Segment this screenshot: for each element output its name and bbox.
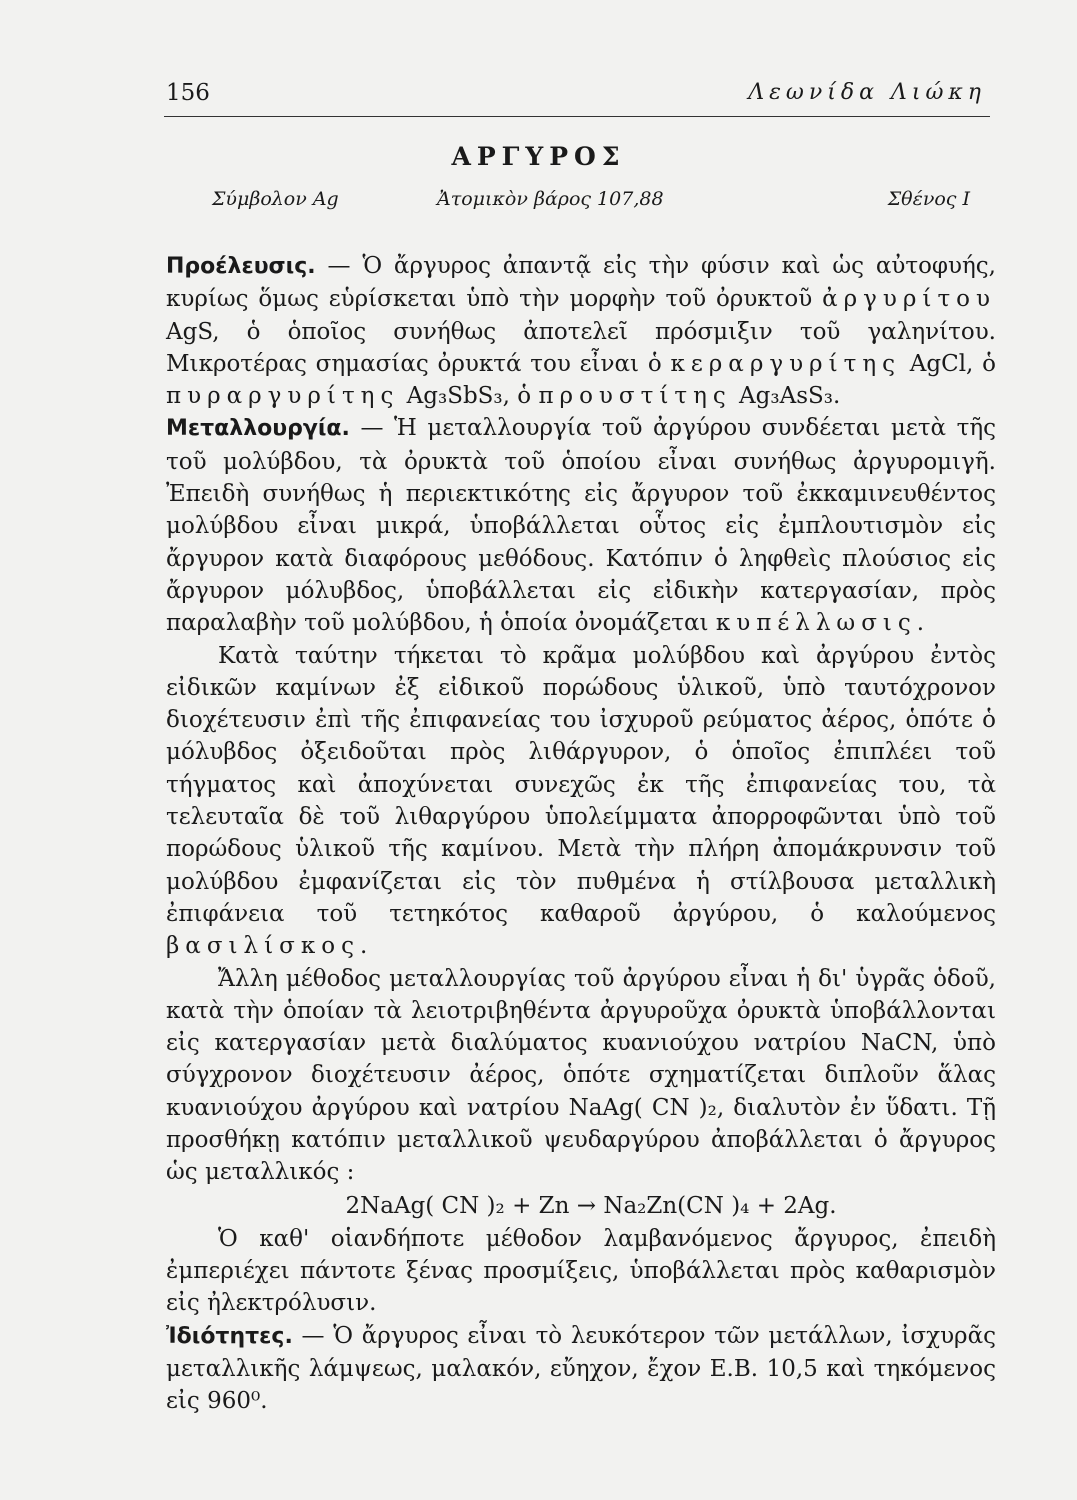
equation-cyanide: 2NaAg( CN )₂ + Zn → Na₂Zn(CN )₄ + 2Ag. [345, 1192, 837, 1219]
element-meta [212, 188, 982, 218]
paragraph-refining [166, 1223, 996, 1320]
wet-method-text: Ἄλλη μέθοδος μεταλλουργίας τοῦ ἀργύρου εἶναι ἡ δι' ὑγρᾶς ὁδοῦ, κατὰ τὴν ὁποίαν τὰ λειοτριβηθέντα ἀργυροῦχα ὀρυκτὰ ὑποβάλλονται εἰς κατεργασίαν μετὰ διαλύματος κυανιούχου νατρίου NaCN, ὑπὸ σύγχρονον διοχέτευσιν ἀέρος, ὁπότε σχηματίζεται διπλοῦν ἅλας κυανιούχου ἀργύρου καὶ νατρίου NaAg( CN )₂, διαλυτὸν ἐν ὕδατι. Τῇ προσθήκῃ κατόπιν μεταλλικοῦ ψευδαργύρου ἀποβάλλεται ὁ ἄργυρος ὡς μεταλλικός : [166, 965, 996, 1186]
paragraph-wet-method [166, 963, 996, 1189]
cupellation-text: Κατὰ ταύτην τήκεται τὸ κρᾶμα μολύβδου καὶ ἀργύρου ἐντὸς εἰδικῶν καμίνων ἐξ εἰδικοῦ πορώδους ὑλικοῦ, ὑπὸ ταυτόχρονον διοχέτευσιν ἐπὶ τῆς ἐπιφανείας του ἰσχυροῦ ρεύματος ἀέρος, ὁπότε ὁ μόλυβδος ὀξειδοῦται πρὸς λιθάργυρον, ὁ ὁποῖος ἐπιπλέει τοῦ τήγματος καὶ ἀποχύνεται συνεχῶς ἐκ τῆς ἐπιφανείας του, τὰ τελευταῖα δὲ τοῦ λιθαργύρου ὑπολείμματα ἀπορροφῶνται ὑπὸ τοῦ πορώδους ὑλικοῦ τῆς καμίνου. Μετὰ τὴν πλήρη ἀπομάκρυνσιν τοῦ μολύβδου ἐμφανίζεται εἰς τὸν πυθμένα ἡ στίλβουσα μεταλλικὴ ἐπιφάνεια τοῦ τετηκότος καθαροῦ ἀργύρου, ὁ καλούμενος [166, 642, 996, 927]
origin-text-1: — Ὁ ἄργυρος ἀπαντᾷ εἰς τὴν φύσιν καὶ ὡς αὐτοφυής, κυρίως ὅμως εὑρίσκεται ὑπὸ τὴν μορφὴν τοῦ ὀρυκτοῦ [166, 253, 996, 313]
section-heading-origin: Προέλευσις. [166, 254, 316, 279]
body-text [166, 250, 996, 1417]
origin-text-3: AgCl, ὁ [901, 350, 996, 377]
section-properties [166, 1320, 996, 1418]
atomic-weight: Ἀτομικὸν βάρος 107,88 [437, 188, 664, 210]
properties-text: — Ὁ ἄργυρος εἶναι τὸ λευκότερον τῶν μετάλλων, ἰσχυρᾶς μεταλλικῆς λάμψεως, μαλακόν, εὔηχον, ἔχον Ε.Β. 10,5 καὶ τηκόμενος εἰς 960⁰. [166, 1322, 996, 1415]
section-heading-metallurgy: Μεταλλουργία. [166, 416, 350, 442]
valence: Σθένος I [887, 188, 970, 210]
refining-text: Ὁ καθ' οἱανδήποτε μέθοδον λαμβανόμενος ἄργυρος, ἐπειδὴ ἐμπεριέχει πάντοτε ξένας προσμίξεις, ὑποβάλλεται πρὸς καθαρισμὸν εἰς ἠλεκτρόλυσιν. [166, 1225, 996, 1317]
mineral-proustite: προυστίτης [538, 383, 732, 410]
term-cupellation: κυπέλλωσις. [715, 610, 931, 637]
origin-text-4: Ag₃SbS₃, ὁ [399, 383, 539, 410]
page-number: 156 [166, 80, 210, 106]
page-header [164, 76, 990, 117]
running-head: Λεωνίδα Λιώκη [748, 80, 986, 105]
section-heading-properties: Ἰδιότητες. [166, 1323, 293, 1349]
mineral-cerargyrite: κεραργυρίτης [670, 350, 901, 377]
origin-text-2: AgS, ὁ ὁποῖος συνήθως ἀποτελεῖ πρόσμιξιν τοῦ γαληνίτου. Μικροτέρας σημασίας ὀρυκτά του εἶναι ὁ [166, 318, 996, 377]
mineral-argyrite: ἀργυρίτου [822, 286, 996, 313]
metallurgy-text: — Ἡ μεταλλουργία τοῦ ἀργύρου συνδέεται μετὰ τῆς τοῦ μολύβδου, τὰ ὀρυκτὰ τοῦ ὁποίου εἶναι συνήθως ἀργυρομιγῆ. Ἐπειδὴ συνήθως ἡ περιεκτικότης εἰς ἄργυρον τοῦ ἐκκαμινευθέντος μολύβδου εἶναι μικρά, ὑποβάλλεται οὗτος εἰς ἐμπλουτισμὸν εἰς ἄργυρον κατὰ διαφόρους μεθόδους. Κατόπιν ὁ ληφθεὶς πλούσιος εἰς ἄργυρον μόλυβδος, ὑποβάλλεται εἰς εἰδικὴν κατεργασίαν, πρὸς παραλαβὴν τοῦ μολύβδου, ἡ ὁποία ὀνομάζεται [166, 415, 996, 637]
section-origin [166, 250, 996, 412]
paragraph-cupellation [166, 640, 996, 963]
element-symbol: Σύμβολον Ag [212, 188, 339, 210]
chapter-title: ΑΡΓΥΡΟΣ [451, 142, 626, 171]
term-basiliskos: βασιλίσκος. [166, 933, 374, 960]
mineral-pyrargyrite: πυραργυρίτης [166, 383, 400, 410]
section-metallurgy [166, 412, 996, 639]
origin-text-5: Ag₃AsS₃. [731, 383, 841, 410]
